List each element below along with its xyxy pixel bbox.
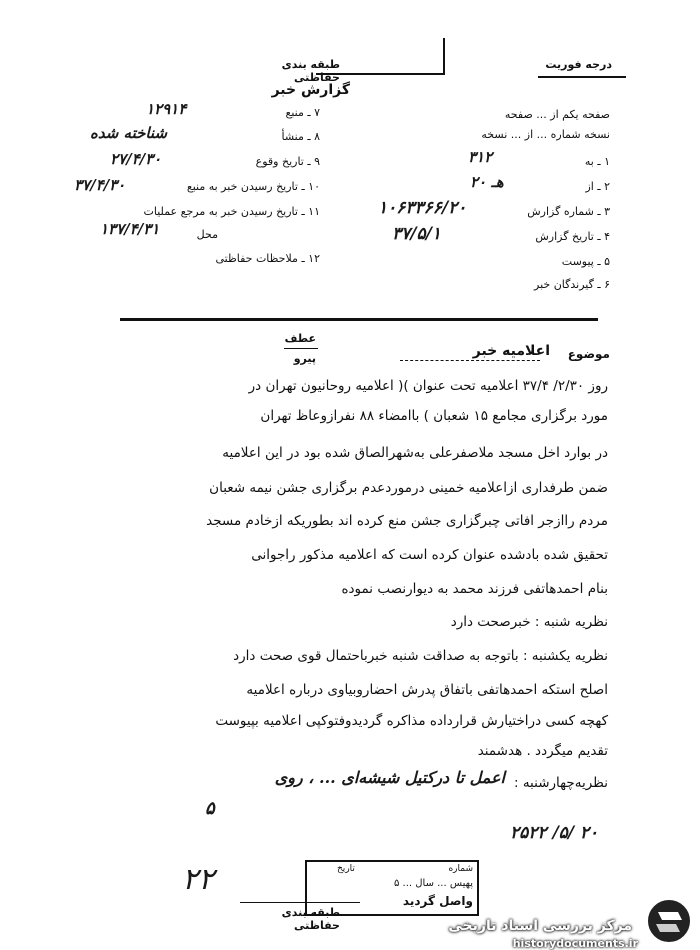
field-origin-value: شناخته شده	[90, 124, 168, 142]
field-to: ۱ ـ به	[584, 155, 610, 168]
field-attachment: ۵ ـ پیوست	[561, 255, 610, 268]
subject-label: موضوع	[567, 347, 610, 361]
body-line: مردم راازجر افاتی چبرگزاری جشن منع کرده اند بطوریکه ازخادم مسجد	[206, 513, 608, 529]
body-line: در بوارد اخل مسجد ملاصفرعلی به‌شهرالصاق شده بود در این اعلامیه	[222, 445, 608, 461]
field-report-number-value: ۱۰۶۳۳۶۶/۲۰	[378, 198, 467, 218]
field-security-notes: ۱۲ ـ ملاحظات حفاظتی	[215, 252, 320, 265]
page-line: صفحه یکم از ... صفحه	[504, 108, 610, 121]
field-origin: ۸ ـ منشأ	[281, 130, 320, 143]
field-from: ۲ ـ از	[585, 180, 610, 193]
body-line: اصلح استکه احمدهاتفی باتفاق پدرش احضاروبیاوی درباره اعلامیه	[246, 682, 608, 698]
classification-box	[316, 38, 445, 75]
field-source: ۷ ـ منبع	[285, 106, 320, 119]
body-line: نظریه یکشنبه : باتوجه به صداقت شنبه خبرباحتمال قوی صحت دارد	[233, 648, 608, 664]
body-line: نظریه‌چهارشنبه :	[513, 775, 608, 791]
field-source-receipt-date-value: ۳۷/۴/۳۰	[74, 176, 126, 194]
stamp-number: ۲۵۲۲ /۵/ ۲۰	[510, 823, 599, 843]
urgency-label: درجه فوریت	[545, 58, 612, 71]
body-line: مورد برگزاری مجامع ۱۵ شعبان ) باامضاء ۸۸ نفرازوعاظ تهران	[260, 408, 608, 424]
stamp-label: شماره	[448, 864, 473, 874]
ref-note: عطف	[284, 332, 316, 345]
field-location: محل	[196, 228, 218, 241]
classification-label-bottom: طبقه بندی حفاظتی	[281, 906, 340, 932]
field-location-value: ۱۳۷/۴/۳۱	[100, 220, 160, 238]
field-occurrence-date: ۹ ـ تاریخ وقوع	[255, 155, 320, 168]
field-source-receipt-date: ۱۰ ـ تاریخ رسیدن خبر به منبع	[186, 180, 320, 193]
stamp-line: پهیس ... سال ... ۵	[393, 878, 473, 889]
body-line: کهچه کسی دراختیارش قرارداده مذاکره گردیدوفتوکپی اعلامیه بپیوست	[215, 713, 608, 729]
body-line: روز ۲/۳۰/ ۳۷/۴ اعلامیه تحت عنوان )( اعلامیه روحانیون تهران در	[248, 378, 608, 394]
page-mark: ۲۲	[182, 862, 215, 897]
copy-number-line: نسخه شماره ... از ... نسخه	[481, 128, 610, 141]
field-report-date-value: ۳۷/۵/۱	[392, 224, 441, 244]
handwritten-note: اعمل تا درکتیل شیشه‌ای ... ، روی	[274, 768, 505, 787]
field-from-value: ۲۰ هـ	[470, 173, 504, 191]
subject-value: اعلامیه خبر	[472, 343, 550, 359]
field-occurrence-date-value: ۲۷/۴/۳۰	[110, 150, 162, 168]
archive-logo-icon	[646, 898, 692, 944]
body-line: تقدیم میگردد . هدشمند	[477, 743, 608, 759]
ref-note-rule	[284, 348, 318, 349]
bottom-rule	[240, 902, 360, 903]
handwritten-mark: ۵	[205, 798, 215, 819]
subject-rule	[400, 360, 540, 361]
field-to-value: ۳۱۲	[468, 148, 493, 166]
watermark-text: مرکز بررسی اسناد تاریخی	[448, 918, 632, 934]
classification-label-top: طبقه بندی حفاظتی	[281, 58, 340, 84]
section-divider	[120, 318, 598, 321]
body-line: بنام احمدهاتفی فرزند محمد به دیوارنصب نموده	[341, 581, 608, 597]
field-recipients: ۶ ـ گیرندگان خبر	[534, 278, 610, 291]
body-line: تحقیق شده بادشده عنوان کرده است که اعلامیه مذکور راجوانی	[251, 547, 608, 563]
stamp-line: واصل گردید	[402, 894, 473, 908]
urgency-rule	[538, 76, 626, 78]
field-source-value: ۱۲۹۱۴	[146, 100, 187, 118]
watermark-url: historydocuments.ir	[512, 937, 638, 950]
field-report-date: ۴ ـ تاریخ گزارش	[535, 230, 610, 243]
stamp-label: تاریخ	[337, 864, 355, 874]
field-ops-receipt-date: ۱۱ ـ تاریخ رسیدن خبر به مرجع عملیات	[143, 205, 320, 218]
body-line: نظریه شنبه : خبرصحت دارد	[450, 614, 608, 630]
body-line: ضمن طرفداری ازاعلامیه خمینی درموردعدم برگزاری جشن نیمه شعبان	[209, 480, 608, 496]
attach-note: پیرو	[293, 352, 316, 365]
report-title: گزارش خبر	[271, 82, 350, 98]
field-report-number: ۳ ـ شماره گزارش	[527, 205, 610, 218]
